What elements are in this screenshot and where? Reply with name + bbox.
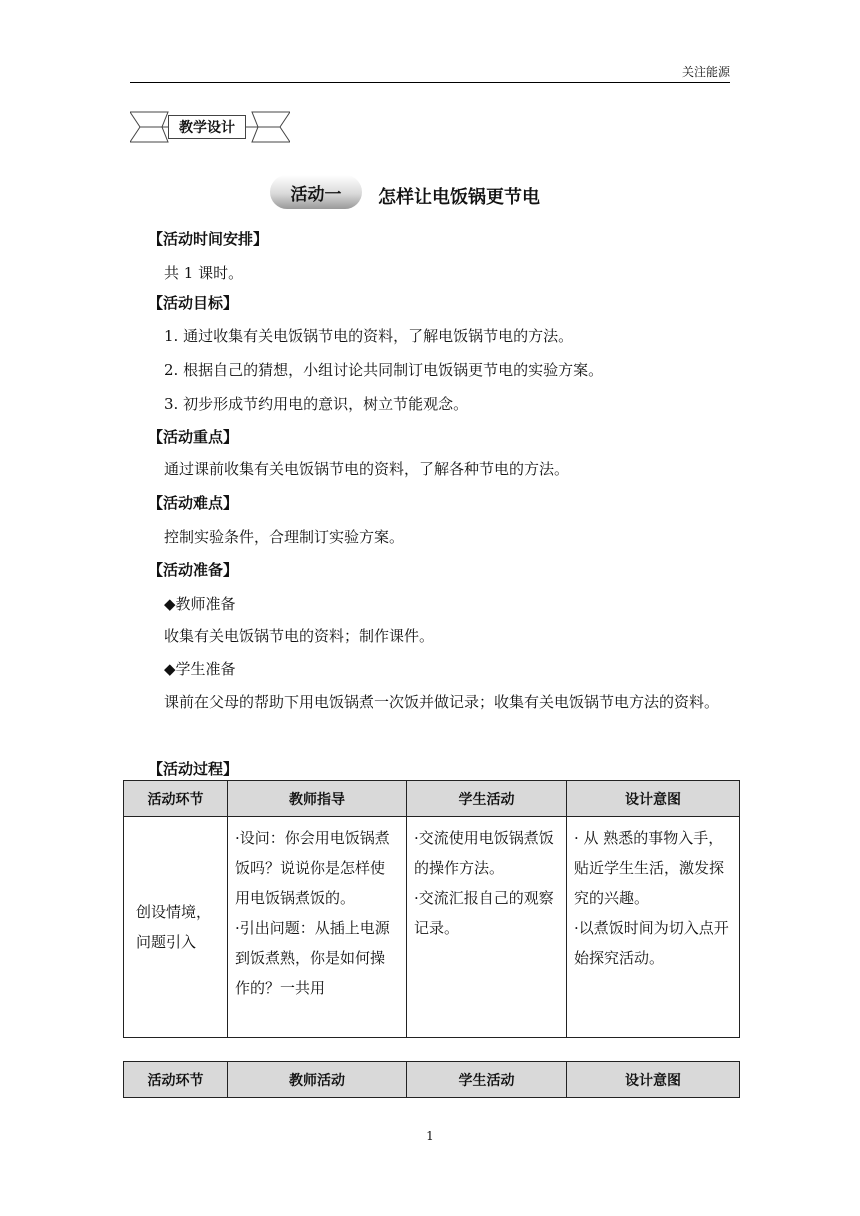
table-header: 设计意图 — [567, 1062, 740, 1098]
teacher-point: ·设问：你会用电饭锅煮饭吗？说说你是怎样使用电饭锅煮饭的。 — [235, 829, 390, 907]
process-table — [123, 780, 740, 1038]
goal-item: 1. 通过收集有关电饭锅节电的资料，了解电饭锅节电的方法。 — [164, 327, 574, 345]
goal-item: 2. 根据自己的猜想，小组讨论共同制订电饭锅更节电的实验方案。 — [164, 361, 604, 379]
student-cell — [407, 817, 567, 1038]
table-header: 学生活动 — [407, 781, 567, 817]
table-header: 教师指导 — [228, 781, 407, 817]
goal-item: 3. 初步形成节约用电的意识，树立节能观念。 — [164, 395, 469, 413]
key-text: 通过课前收集有关电饭锅节电的资料，了解各种节电的方法。 — [164, 460, 570, 478]
table-header: 学生活动 — [407, 1062, 567, 1098]
table-header: 活动环节 — [124, 1062, 228, 1098]
banner-label: 教学设计 — [168, 115, 246, 139]
time-heading: 【活动时间安排】 — [148, 230, 269, 248]
student-point: ·交流汇报自己的观察记录。 — [414, 889, 554, 937]
teacher-point: ·引出问题：从插上电源到饭煮熟，你是如何操作的？一共用 — [235, 919, 390, 997]
student-point: ·交流使用电饭锅煮饭的操作方法。 — [414, 829, 554, 877]
header-rule — [130, 82, 730, 83]
key-heading: 【活动重点】 — [148, 428, 239, 446]
student-prep-text: 课前在父母的帮助下用电饭锅煮一次饭并做记录；收集有关电饭锅节电方法的资料。 — [164, 693, 720, 711]
header-section-title: 关注能源 — [681, 65, 730, 79]
student-prep-label: ◆学生准备 — [164, 660, 236, 678]
teacher-prep-label: ◆教师准备 — [164, 595, 236, 613]
difficulty-text: 控制实验条件，合理制订实验方案。 — [164, 528, 405, 546]
teacher-prep-text: 收集有关电饭锅节电的资料；制作课件。 — [164, 627, 435, 645]
activity-badge: 活动一 — [270, 175, 362, 209]
goals-heading: 【活动目标】 — [148, 294, 239, 312]
intent-point: · 从 熟悉的事物入手，贴近学生生活，激发探究的兴趣。 — [574, 829, 725, 907]
intent-cell — [567, 817, 740, 1038]
process-heading: 【活动过程】 — [148, 760, 239, 778]
table-header: 活动环节 — [124, 781, 228, 817]
difficulty-heading: 【活动难点】 — [148, 494, 239, 512]
table-header: 教师活动 — [228, 1062, 407, 1098]
stage-cell: 创设情境，问题引入 — [124, 817, 228, 1038]
continuation-table — [123, 1061, 740, 1098]
table-header: 设计意图 — [567, 781, 740, 817]
prep-heading: 【活动准备】 — [148, 561, 239, 579]
teacher-cell — [228, 817, 407, 1038]
time-text: 共 1 课时。 — [164, 264, 244, 282]
intent-point: ·以煮饭时间为切入点开始探究活动。 — [574, 919, 729, 967]
activity-title: 怎样让电饭锅更节电 — [378, 187, 540, 208]
page-number: 1 — [426, 1129, 434, 1143]
